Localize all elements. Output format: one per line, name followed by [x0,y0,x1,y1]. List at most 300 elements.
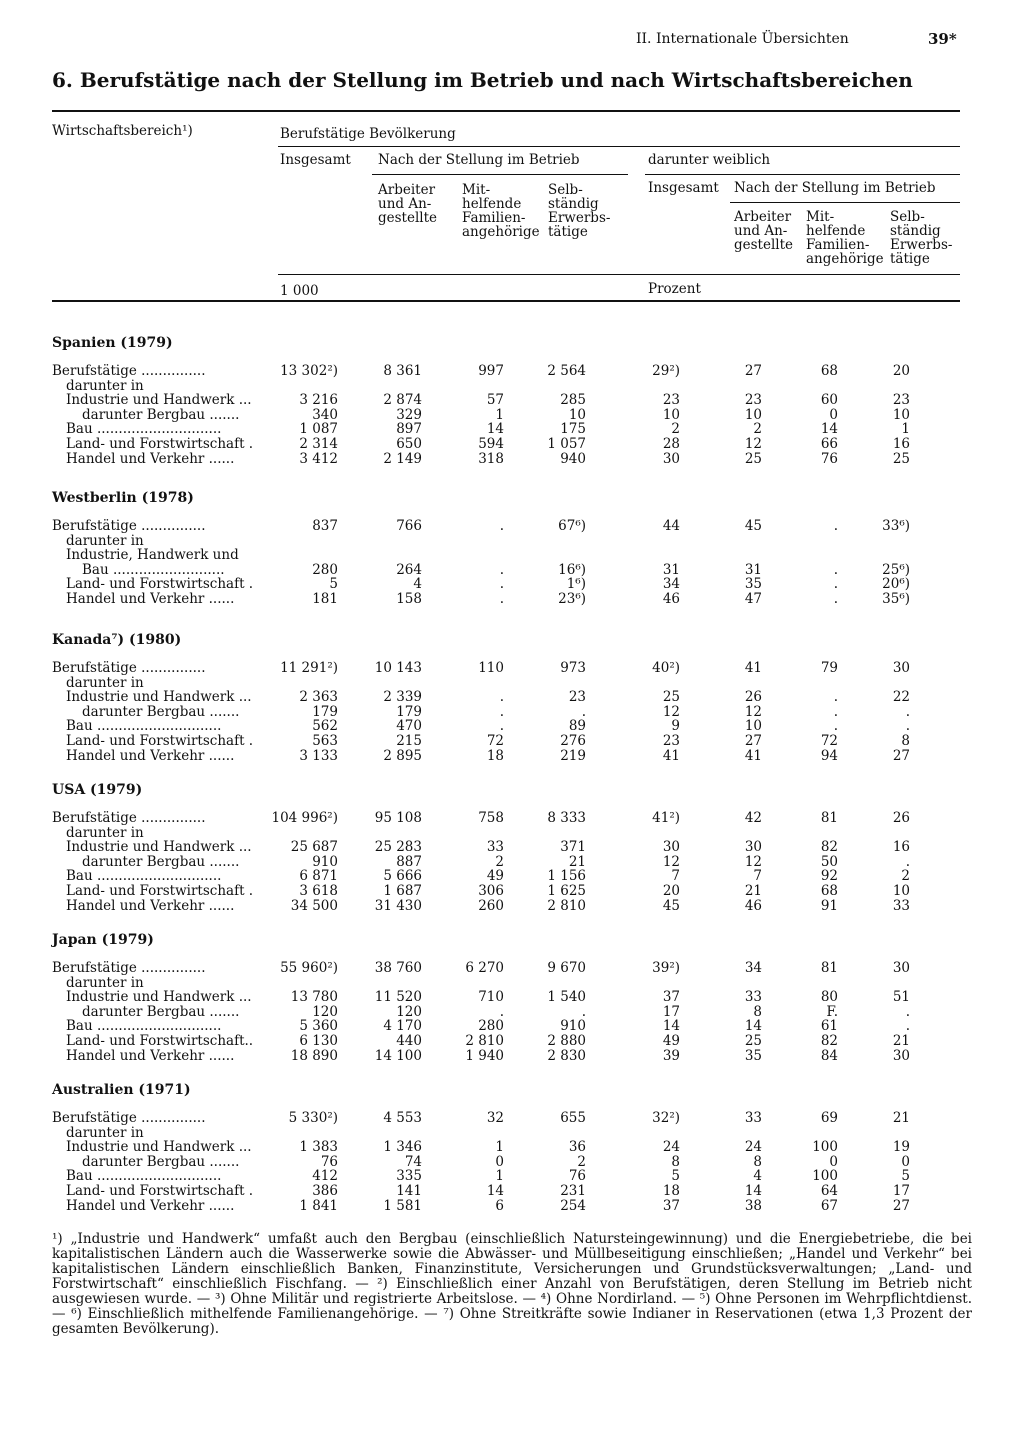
table-cell: . [499,718,504,735]
table-cell: 41²) [652,810,680,826]
table-cell: 16 [892,839,910,856]
table-cell: 49 [486,868,504,885]
table-cell: 35 [744,576,762,593]
table-cell: 50 [820,853,838,870]
table-cell: 14 100 [374,1047,422,1064]
table-cell: 179 [312,703,338,720]
table-cell: 440 [396,1033,422,1049]
section-heading: Kanada⁷) (1980) [52,632,182,648]
header-mithelfende-w-line: Familien- [806,237,870,253]
table-cell: 31 [744,561,762,578]
table-cell: 8 [753,1153,762,1170]
table-cell: 67⁶) [558,518,586,534]
table-cell: 910 [560,1018,586,1035]
header-mithelfende [462,183,540,239]
table-cell: 34 [662,576,680,593]
table-cell: 25 [892,450,910,467]
table-cell: 33 [744,989,762,1006]
header-mithelfende-w-line: Mit- [806,209,835,225]
header-nach-stellung: Nach der Stellung im Betrieb [378,152,580,168]
table-cell: 276 [560,733,586,749]
table-cell: 18 [486,747,504,764]
table-cell: 1 581 [383,1197,422,1214]
table-cell: 910 [312,853,338,870]
table-cell: 80 [820,989,838,1006]
table-cell: 10 [744,718,762,735]
page-title: 6. Berufstätige nach der Stellung im Betrieb und nach Wirtschaftsbereichen [52,68,913,92]
table-cell: . [833,561,838,578]
table-cell: 1 [901,421,910,438]
header-mithelfende-w-line: angehörige [806,251,884,267]
table-cell: 35⁶) [882,591,910,607]
table-cell: 40²) [652,660,680,676]
header-rule-3 [730,202,960,203]
table-cell: 329 [396,406,422,423]
table-cell: 9 [671,718,680,735]
unit-prozent: Prozent [648,281,701,297]
table-cell: 31 430 [374,897,422,914]
table-cell: 16⁶) [558,561,586,578]
table-cell: 8 [901,733,910,749]
table-cell: 21 [892,1110,910,1126]
table-cell: . [833,689,838,706]
table-cell: 92 [820,868,838,885]
table-cell: 26 [744,689,762,706]
row-label: darunter in [66,532,144,549]
table-cell: 10 [892,406,910,423]
table-cell: 104 996²) [271,810,338,826]
table-cell: . [905,853,910,870]
table-cell: 41 [662,747,680,764]
header-rule-units [278,274,960,275]
table-cell: 2 810 [547,897,586,914]
row-label: Land- und Forstwirtschaft.. [66,1033,254,1049]
table-cell: 12 [744,436,762,452]
header-mithelfende-weiblich [806,210,884,266]
header-selbstaendig-w-line: tätige [890,251,930,267]
table-cell: 650 [396,436,422,452]
row-label: Industrie und Handwerk ... [66,392,252,409]
table-cell: 2 [753,421,762,438]
table-cell: 38 [744,1197,762,1214]
table-cell: 9 670 [547,960,586,976]
table-cell: 231 [560,1183,586,1199]
table-cell: 41 [744,747,762,764]
table-cell: 340 [312,406,338,423]
row-label: Land- und Forstwirtschaft . [66,576,254,593]
table-cell: 39²) [652,960,680,976]
header-mithelfende-line: Mit- [462,182,491,198]
header-selbstaendig-line: Erwerbs- [548,210,611,226]
table-cell: 5 666 [383,868,422,885]
table-cell: 0 [901,1153,910,1170]
table-cell: 318 [478,450,504,467]
table-cell: . [499,576,504,593]
table-cell: 12 [662,853,680,870]
section-heading: Spanien (1979) [52,335,173,351]
table-cell: 25 [662,689,680,706]
table-cell: 25 687 [290,839,338,856]
table-cell: 2 895 [383,747,422,764]
table-cell: 41 [744,660,762,676]
table-cell: 23⁶) [558,591,586,607]
row-label: Handel und Verkehr ...... [66,591,235,607]
table-cell: 30 [892,660,910,676]
table-cell: 3 618 [299,883,338,899]
table-cell: 3 216 [299,392,338,409]
table-cell: 20 [662,883,680,899]
row-label: Handel und Verkehr ...... [66,1197,235,1214]
table-cell: 219 [560,747,586,764]
table-cell: 10 [892,883,910,899]
table-cell: 14 [486,1183,504,1199]
header-arbeiter-w-line: Arbeiter [734,209,792,225]
table-cell: 4 [753,1168,762,1185]
table-cell: . [499,703,504,720]
table-cell: 46 [744,897,762,914]
footnote: ¹) „Industrie und Handwerk“ umfaßt auch den Bergbau (einschließlich Natursteingewinnung) und die Energiebetriebe, die bei kapitalistischen Ländern auch die Wasserwerke sowie die Abwässer- und Müllbeseitigung einschließen; „Handel und Verkehr“ bei kapitalistischen Ländern einschließlich Banken, Finanzinstitute, Versicherungen und Grundstücksverwaltungen; „Land- und Forstwirtschaft“ einschließlich Fischfang. — ²) Einschließlich einer Anzahl von Berufstätigen, deren Stellung im Betrieb nicht ausgewiesen wurde. — ³) Ohne Militär und registrierte Arbeitslose. — ⁴) Ohne Nordirland. — ⁵) Ohne Personen im Wehrpflichtdienst. — ⁶) Einschließlich mithelfende Familienangehörige. — ⁷) Ohne Streitkräfte sowie Indianer in Reservationen (etwa 1,3 Prozent der gesamten Bevölkerung). [52,1231,972,1337]
table-cell: 22 [892,689,910,706]
table-cell: . [499,1003,504,1020]
row-label: darunter in [66,674,144,691]
table-cell: 710 [478,989,504,1006]
table-cell: 8 333 [547,810,586,826]
table-cell: 335 [396,1168,422,1185]
table-cell: 386 [312,1183,338,1199]
table-cell: 23 [744,392,762,409]
row-label: Berufstätige ............... [52,1110,206,1126]
table-cell: 264 [396,561,422,578]
table-cell: 17 [662,1003,680,1020]
table-cell: 13 302²) [280,363,338,379]
table-cell: 24 [662,1139,680,1156]
row-label: Industrie und Handwerk ... [66,689,252,706]
header-selbstaendig-w-line: Selb- [890,209,925,225]
table-cell: 1 625 [547,883,586,899]
table-cell: 33 [744,1110,762,1126]
table-cell: 0 [829,1153,838,1170]
table-cell: 940 [560,450,586,467]
table-cell: . [833,703,838,720]
table-cell: 44 [662,518,680,534]
table-cell: . [905,718,910,735]
table-cell: 28 [662,436,680,452]
table-cell: 5 360 [299,1018,338,1035]
table-cell: 4 170 [383,1018,422,1035]
table-cell: 72 [820,733,838,749]
header-arbeiter-line: Arbeiter [378,182,436,198]
table-cell: 2 810 [465,1033,504,1049]
table-cell: 37 [662,989,680,1006]
row-label: Berufstätige ............... [52,660,206,676]
table-cell: 39 [662,1047,680,1064]
table-cell: 38 760 [374,960,422,976]
row-label: Bau ............................. [66,1018,222,1035]
table-cell: 23 [568,689,586,706]
row-label: Bau ............................. [66,1168,222,1185]
table-cell: 74 [404,1153,422,1170]
table-cell: 1 841 [299,1197,338,1214]
table-cell: 1 687 [383,883,422,899]
table-cell: 25 [744,1033,762,1049]
header-rule-2a [372,174,628,175]
table-cell: 14 [662,1018,680,1035]
header-insgesamt: Insgesamt [280,152,351,168]
table-cell: 179 [396,703,422,720]
table-cell: 26 [892,810,910,826]
row-label: Berufstätige ............... [52,810,206,826]
table-cell: 68 [820,363,838,379]
header-mithelfende-line: angehörige [462,224,540,240]
table-cell: 12 [744,853,762,870]
table-cell: 13 780 [290,989,338,1006]
table-cell: 6 130 [299,1033,338,1049]
table-cell: 24 [744,1139,762,1156]
table-cell: 21 [744,883,762,899]
table-cell: 215 [396,733,422,749]
table-cell: 19 [892,1139,910,1156]
table-cell: . [499,561,504,578]
table-cell: 8 [753,1003,762,1020]
table-cell: 23 [662,733,680,749]
row-label: darunter in [66,1124,144,1141]
table-cell: 27 [744,363,762,379]
row-label: Land- und Forstwirtschaft . [66,436,254,452]
table-cell: 1 [495,1139,504,1156]
table-cell: 5 [901,1168,910,1185]
row-label: darunter Bergbau ....... [82,1003,240,1020]
header-selbstaendig-line: Selb- [548,182,583,198]
row-label: Bau .......................... [82,561,225,578]
table-cell: 27 [744,733,762,749]
table-cell: 45 [662,897,680,914]
table-cell: 2 363 [299,689,338,706]
table-cell: . [581,1003,586,1020]
table-cell: 412 [312,1168,338,1185]
table-cell: 34 [744,960,762,976]
table-cell: 32²) [652,1110,680,1126]
table-cell: 17 [892,1183,910,1199]
table-cell: 100 [812,1139,838,1156]
table-cell: 4 553 [383,1110,422,1126]
table-cell: 25 [744,450,762,467]
header-selbstaendig-weiblich [890,210,952,266]
table-cell: 82 [820,839,838,856]
table-cell: 66 [820,436,838,452]
table-cell: 5 [329,576,338,593]
table-cell: 46 [662,591,680,607]
header-rule-1 [278,146,960,147]
table-cell: 76 [320,1153,338,1170]
table-cell: 20⁶) [882,576,910,593]
table-cell: 181 [312,591,338,607]
running-header: II. Internationale Übersichten [636,31,849,47]
page-number: 39* [928,30,957,48]
table-cell: 120 [312,1003,338,1020]
table-cell: 10 143 [374,660,422,676]
table-cell: 1 [495,1168,504,1185]
table-cell: 563 [312,733,338,749]
table-cell: 30 [744,839,762,856]
table-cell: 120 [396,1003,422,1020]
table-cell: 33⁶) [882,518,910,534]
table-cell: 29²) [652,363,680,379]
table-cell: 18 [662,1183,680,1199]
header-selbstaendig-w-line: ständig [890,223,941,239]
row-label: Industrie und Handwerk ... [66,1139,252,1156]
table-cell: 47 [744,591,762,607]
table-cell: 285 [560,392,586,409]
row-label: darunter Bergbau ....... [82,853,240,870]
row-label: darunter in [66,974,144,991]
table-cell: 14 [744,1183,762,1199]
table-cell: 14 [486,421,504,438]
header-arbeiter-line: und An- [378,196,432,212]
header-darunter-weiblich: darunter weiblich [648,152,771,168]
row-label: Land- und Forstwirtschaft . [66,1183,254,1199]
table-cell: 42 [744,810,762,826]
table-cell: 1 057 [547,436,586,452]
header-arbeiter-w-line: und An- [734,223,788,239]
table-cell: 35 [744,1047,762,1064]
table-cell: 897 [396,421,422,438]
table-cell: 2 314 [299,436,338,452]
table-cell: . [499,591,504,607]
table-cell: . [833,591,838,607]
table-cell: 23 [662,392,680,409]
table-cell: 21 [892,1033,910,1049]
table-cell: 141 [396,1183,422,1199]
row-label: Land- und Forstwirtschaft . [66,733,254,749]
row-label: Handel und Verkehr ...... [66,897,235,914]
table-cell: 18 890 [290,1047,338,1064]
table-cell: 49 [662,1033,680,1049]
table-cell: 68 [820,883,838,899]
table-cell: 7 [671,868,680,885]
table-cell: . [581,703,586,720]
table-cell: 76 [820,450,838,467]
table-cell: 6 [495,1197,504,1214]
table-cell: 2 880 [547,1033,586,1049]
table-top-rule [52,110,960,112]
row-label: darunter Bergbau ....... [82,703,240,720]
row-label: Berufstätige ............... [52,960,206,976]
table-cell: 973 [560,660,586,676]
table-cell: 2 [901,868,910,885]
table-cell: 887 [396,853,422,870]
header-selbstaendig-line: tätige [548,224,588,240]
table-cell: 12 [662,703,680,720]
table-cell: 20 [892,363,910,379]
header-arbeiter-w-line: gestellte [734,237,794,253]
row-label: Handel und Verkehr ...... [66,747,235,764]
table-cell: 1 [495,406,504,423]
row-label: Bau ............................. [66,421,222,438]
table-cell: . [499,518,504,534]
header-rule-2b [645,174,960,175]
table-cell: . [905,703,910,720]
table-cell: 6 270 [465,960,504,976]
table-cell: 2 874 [383,392,422,409]
table-cell: 81 [820,810,838,826]
table-cell: 10 [568,406,586,423]
table-cell: 158 [396,591,422,607]
table-cell: . [905,1018,910,1035]
row-label: Industrie und Handwerk ... [66,989,252,1006]
table-cell: 2 [671,421,680,438]
table-cell: . [833,576,838,593]
table-cell: 2 564 [547,363,586,379]
table-cell: 0 [495,1153,504,1170]
table-cell: 33 [486,839,504,856]
table-cell: . [833,718,838,735]
header-selbstaendig [548,183,610,239]
section-heading: Australien (1971) [52,1082,191,1098]
table-cell: 45 [744,518,762,534]
header-berufstaetige-bevoelkerung: Berufstätige Bevölkerung [280,126,456,142]
table-cell: 10 [744,406,762,423]
section-heading: Japan (1979) [52,932,154,948]
table-cell: 7 [753,868,762,885]
table-cell: 21 [568,853,586,870]
header-mithelfende-w-line: helfende [806,223,866,239]
header-arbeiter [378,183,437,225]
table-cell: 55 960²) [280,960,338,976]
table-cell: 25⁶) [882,561,910,578]
header-mithelfende-line: Familien- [462,210,526,226]
table-cell: 758 [478,810,504,826]
header-insgesamt-weiblich: Insgesamt [648,180,719,196]
header-selbstaendig-w-line: Erwerbs- [890,237,953,253]
table-cell: 3 412 [299,450,338,467]
table-cell: 34 500 [290,897,338,914]
row-label: Bau ............................. [66,718,222,735]
table-cell: 1 087 [299,421,338,438]
row-label: Bau ............................. [66,868,222,885]
table-cell: 30 [662,839,680,856]
table-cell: 12 [744,703,762,720]
table-cell: 1⁶) [566,576,586,593]
table-cell: 8 [671,1153,680,1170]
table-cell: 1 346 [383,1139,422,1156]
table-cell: 2 [577,1153,586,1170]
table-cell: 11 520 [374,989,422,1006]
table-cell: 30 [892,1047,910,1064]
header-selbstaendig-line: ständig [548,196,599,212]
table-cell: 2 339 [383,689,422,706]
table-cell: 280 [312,561,338,578]
table-cell: 1 940 [465,1047,504,1064]
table-cell: 594 [478,436,504,452]
table-cell: 61 [820,1018,838,1035]
table-cell: 8 361 [383,363,422,379]
table-cell: 110 [478,660,504,676]
table-cell: F. [826,1003,838,1020]
table-cell: 997 [478,363,504,379]
section-heading: Westberlin (1978) [52,490,194,506]
table-cell: 23 [892,392,910,409]
table-cell: 175 [560,421,586,438]
table-cell: 837 [312,518,338,534]
table-cell: 91 [820,897,838,914]
row-label: Berufstätige ............... [52,518,206,534]
table-cell: 100 [812,1168,838,1185]
table-cell: 33 [892,897,910,914]
table-cell: 37 [662,1197,680,1214]
table-cell: 30 [662,450,680,467]
row-label: Handel und Verkehr ...... [66,1047,235,1064]
table-cell: 371 [560,839,586,856]
